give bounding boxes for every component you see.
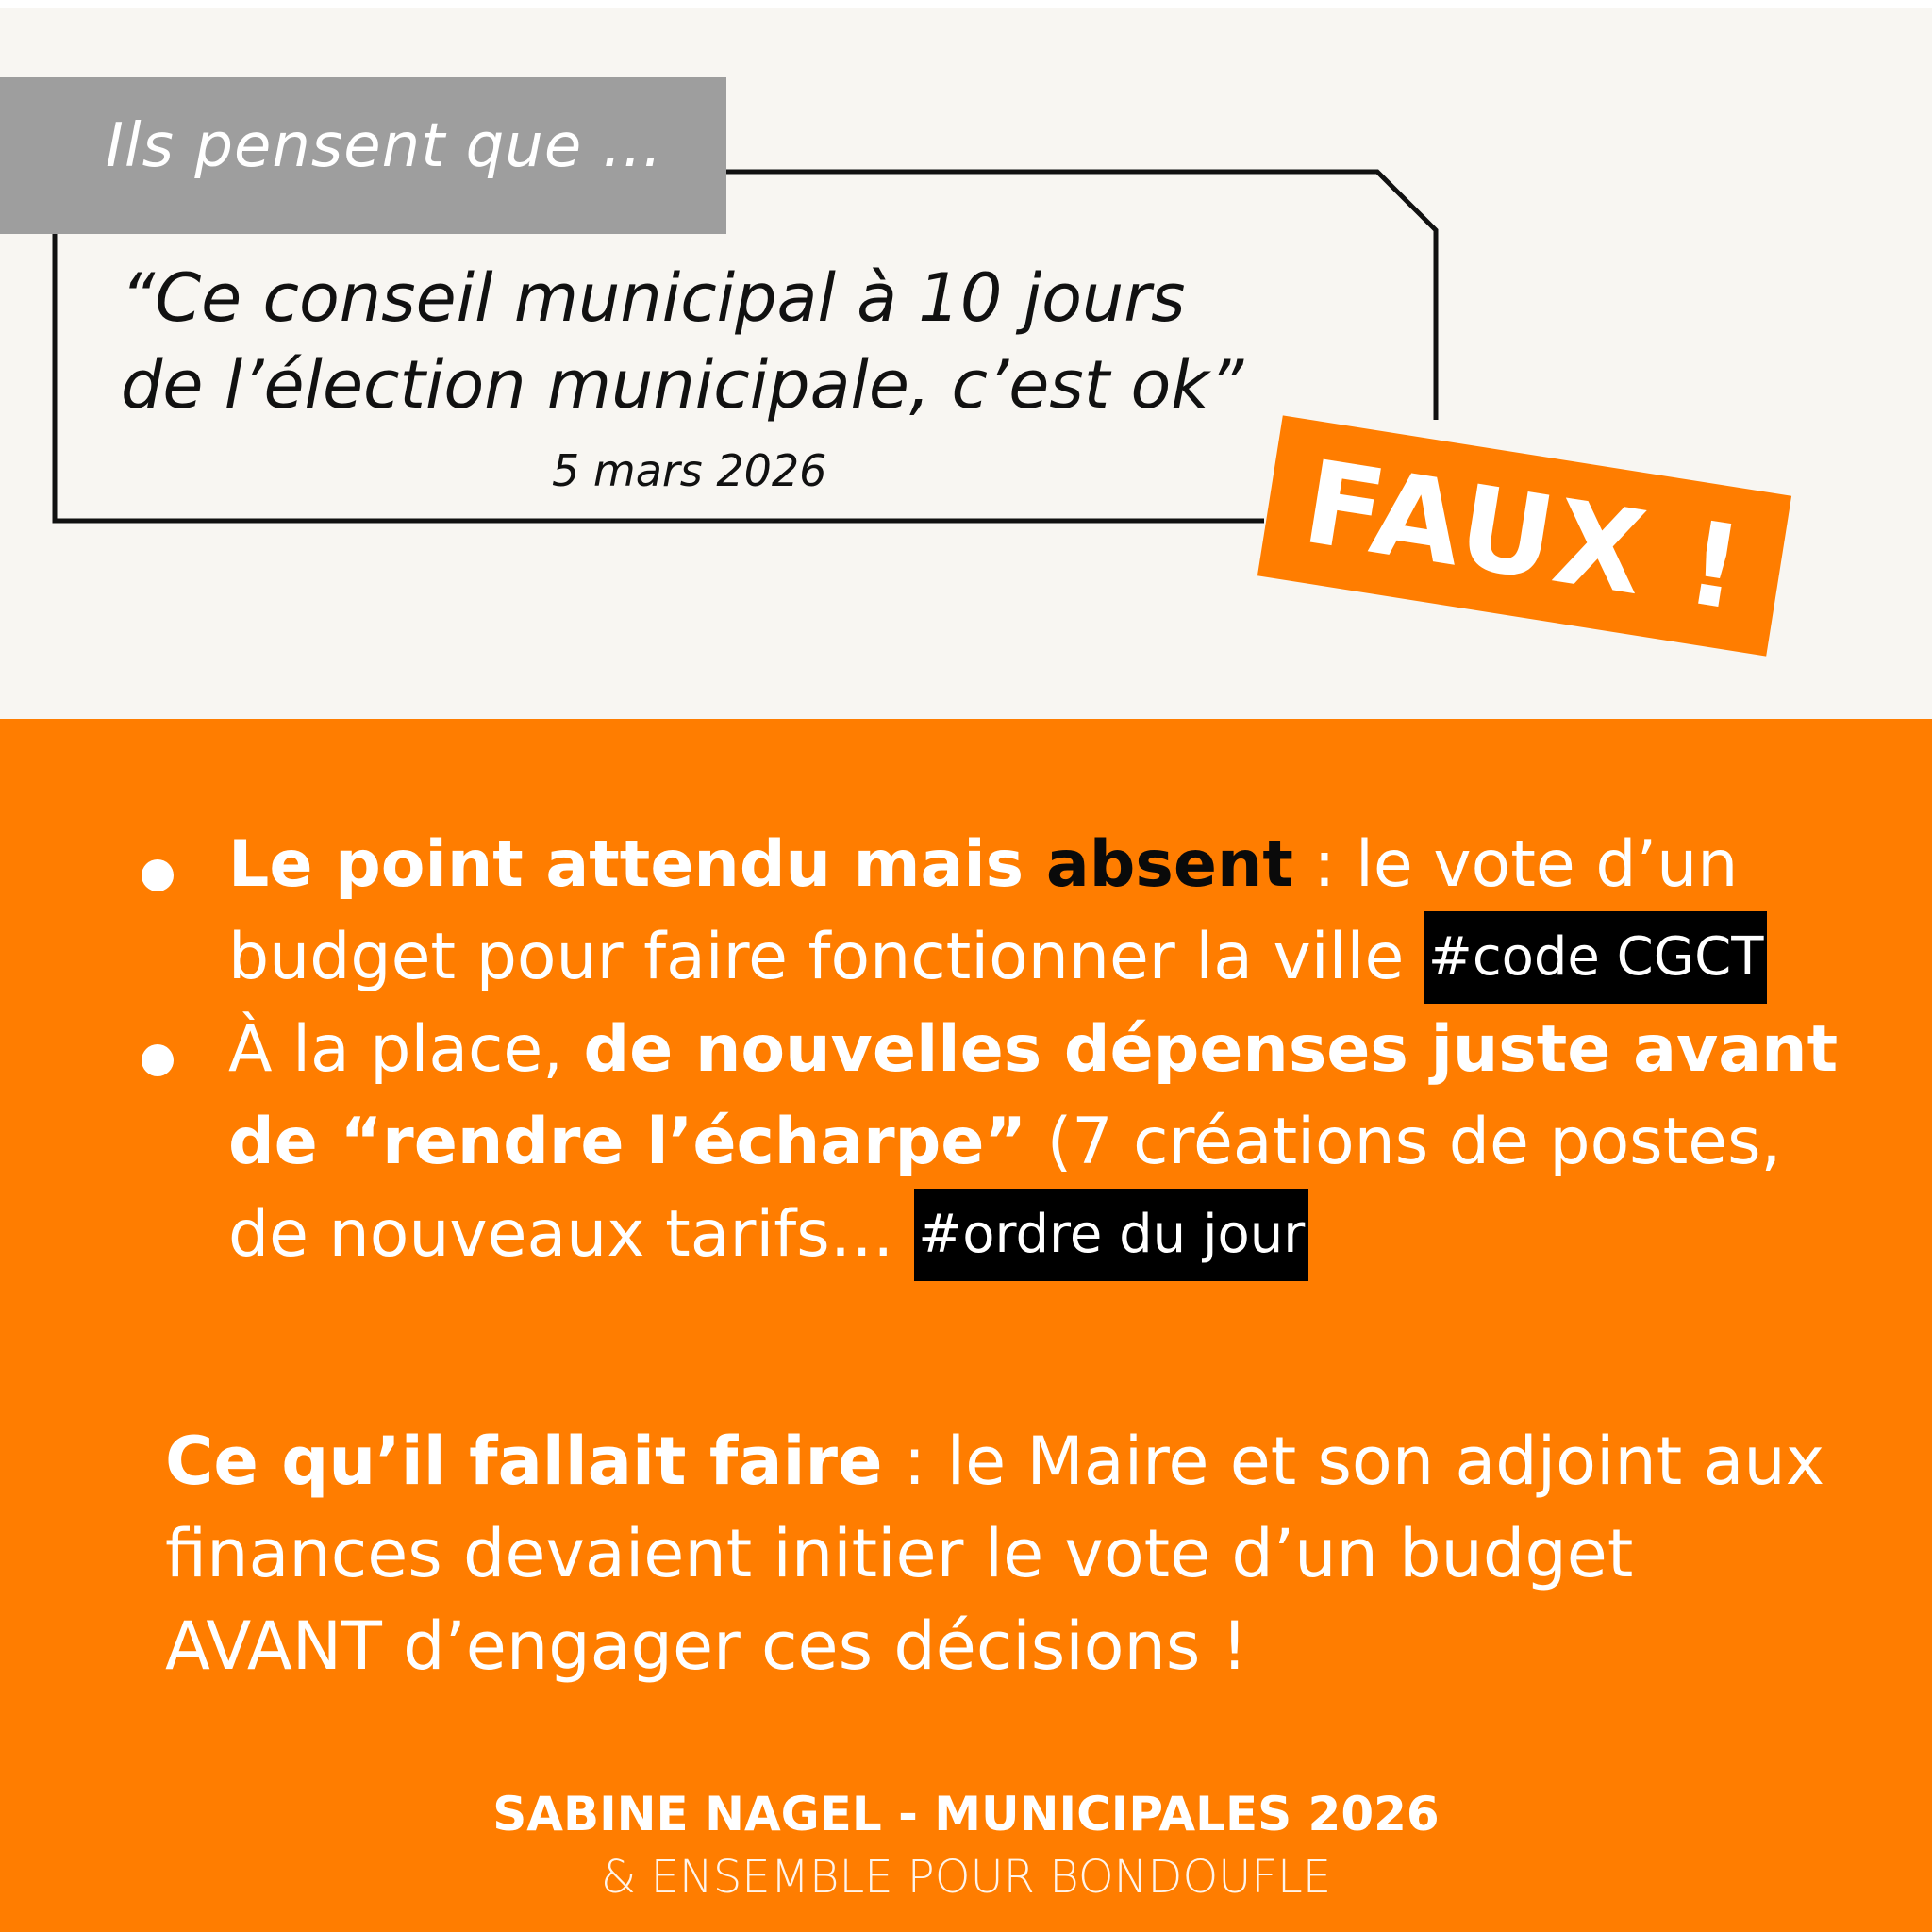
bullet-dot-icon — [142, 1044, 174, 1076]
footer-subtitle: & ENSEMBLE POUR BONDOUFLE — [600, 1851, 1332, 1904]
bullet-text: (7 créations de postes, de nouveaux tarifs… — [228, 1105, 1782, 1272]
hashtag-badge: #code CGCT — [1424, 911, 1768, 1004]
conclusion-text: : le Maire et son adjoint aux finances devaient initier le vote d’un budget AVANT d’engager ces décisions ! — [165, 1423, 1825, 1685]
bullet-lead: À la place, — [228, 1012, 584, 1087]
bullet-list — [132, 819, 1868, 1281]
bullet-dot-icon — [142, 859, 174, 891]
faux-stamp-text: FAUX ! — [1295, 435, 1754, 637]
conclusion-bold: Ce qu’il fallait faire — [165, 1423, 883, 1500]
bullet-bold: Le point attendu mais — [228, 827, 1046, 902]
bullet-separator: : — [1292, 827, 1357, 902]
hashtag-badge: #ordre du jour — [914, 1189, 1308, 1281]
quote-date: 5 mars 2026 — [552, 445, 827, 496]
bullet-bold: de nouvelles dépenses juste avant de “rendre l’écharpe” — [228, 1012, 1839, 1179]
bullet-text: le vote d’un budget pour faire fonctionner la ville — [228, 827, 1739, 994]
bullet-emphasis: absent — [1045, 827, 1293, 902]
header-label: Ils pensent que ... — [106, 111, 663, 181]
quote-line-2: de l’élection municipale, c’est ok” — [121, 346, 1244, 424]
list-item — [132, 819, 1868, 1004]
quote-line-1: “Ce conseil municipal à 10 jours — [121, 259, 1186, 337]
footer-title: SABINE NAGEL - MUNICIPALES 2026 — [492, 1787, 1440, 1841]
list-item — [132, 1004, 1868, 1281]
conclusion-paragraph — [165, 1415, 1844, 1692]
quote-text — [121, 255, 1338, 428]
